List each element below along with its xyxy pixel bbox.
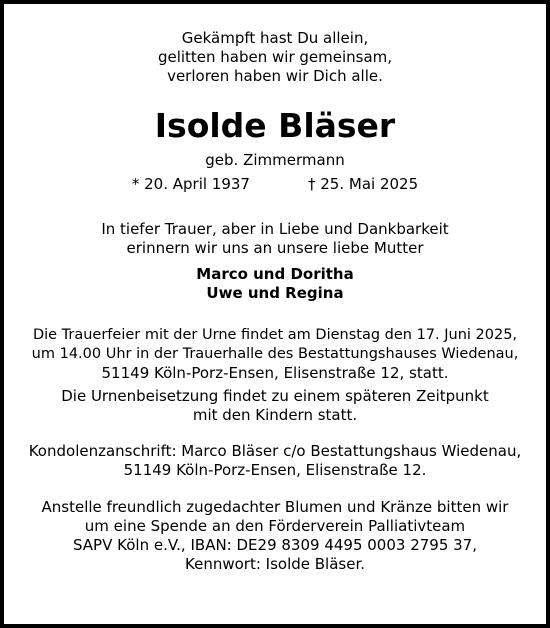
condolence-address [0,442,550,480]
donation-line: um eine Spende an den Förderverein Palliativteam [84,517,466,535]
family-line: Marco und Doritha [196,265,354,283]
urn-line: Die Urnenbeisetzung findet zu einem späteren Zeitpunkt [61,387,489,405]
donation-line: Kennwort: Isolde Bläser. [185,555,365,573]
life-dates [0,175,550,194]
birth-date: * 20. April 1937 [131,175,250,193]
condolence-line: Kondolenzanschrift: Marco Bläser c/o Bestattungshaus Wiedenau, [28,442,522,460]
deceased-name: Isolde Bläser [154,106,396,145]
death-date: † 25. Mai 2025 [307,175,419,193]
mourning-line: In tiefer Trauer, aber in Liebe und Dankbarkeit [101,220,449,238]
funeral-service-info [0,326,550,383]
condolence-line: 51149 Köln-Porz-Ensen, Elisenstraße 12. [123,461,427,479]
urn-line: mit den Kindern statt. [192,406,358,424]
verse-line: gelitten haben wir gemeinsam, [157,48,393,66]
verse-line: verloren haben wir Dich alle. [167,67,383,85]
donation-line: Anstelle freundlich zugedachter Blumen und Kränze bitten wir [41,498,509,516]
verse-line: Gekämpft hast Du allein, [181,29,369,47]
urn-burial-info [0,387,550,425]
service-line: 51149 Köln-Porz-Ensen, Elisenstraße 12, statt. [101,364,449,382]
service-line: Die Trauerfeier mit der Urne findet am Dienstag den 17. Juni 2025, [32,327,518,343]
donation-line: SAPV Köln e.V., IBAN: DE29 8309 4495 0003 2795 37, [73,536,477,554]
memorial-verse [0,29,550,86]
donation-request [0,498,550,574]
born-name: geb. Zimmermann [205,151,345,169]
mourning-line: erinnern wir uns an unsere liebe Mutter [126,239,424,257]
family-names [0,265,550,303]
service-line: um 14.00 Uhr in der Trauerhalle des Bestattungshauses Wiedenau, [31,346,519,362]
family-line: Uwe und Regina [206,284,344,302]
mourning-text [0,220,550,258]
